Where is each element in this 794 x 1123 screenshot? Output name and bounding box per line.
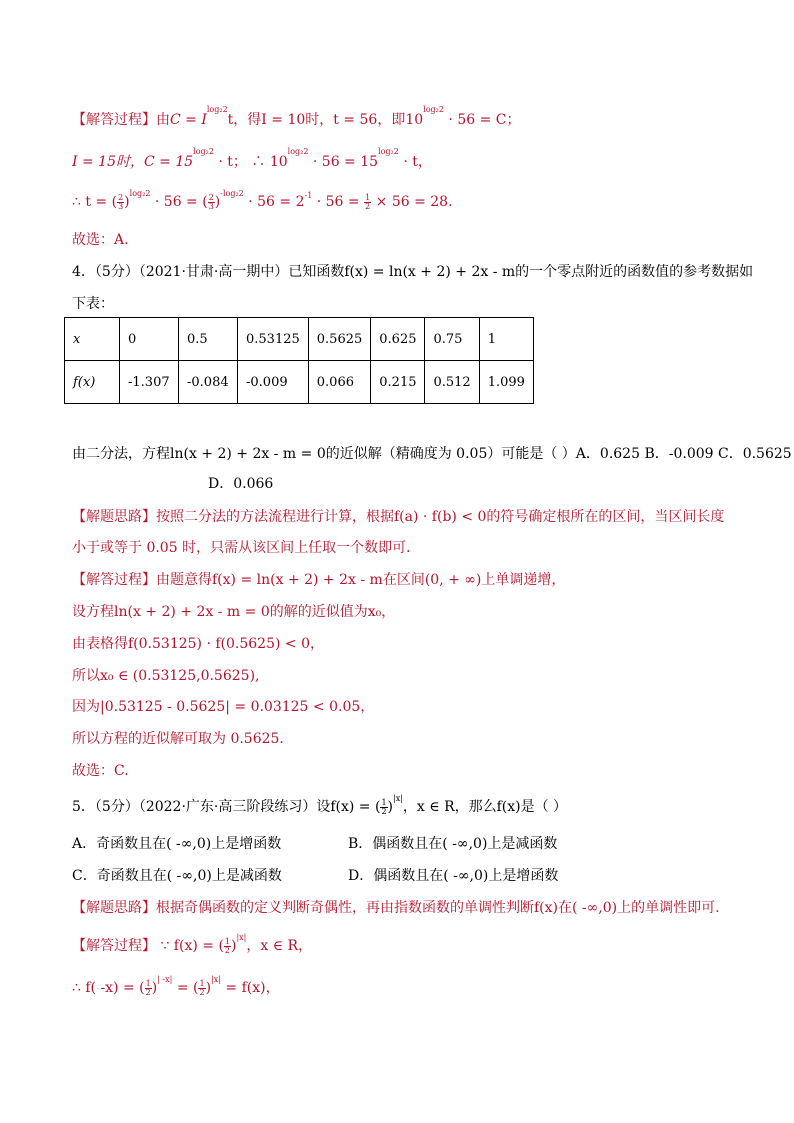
answer-process-line-5: 因为|0.53125 - 0.5625| = 0.03125 < 0.05， xyxy=(72,699,375,715)
answer-process-line-4: 所以x₀ ∈ (0.53125,0.5625), xyxy=(72,668,260,684)
answer-process-line-1: 【解答过程】由题意得f(x) = ln(x + 2) + 2x - m在区间(0, + ∞)上单调递增， xyxy=(72,572,566,588)
answer-process-line-1: 【解答过程】 ∵ f(x) = ( $\frac{1}{2}$ )$^{|x|}$，x ∈ R， xyxy=(72,933,313,955)
solution-idea-line-2: 小于或等于 0.05 时，只需从该区间上任取一个数即可． xyxy=(72,540,421,556)
option-d: D．0.066 xyxy=(208,476,274,492)
table-row: f(x) -1.307 -0.084 -0.009 0.066 0.215 0.512 1.099 xyxy=(65,361,534,404)
option-a: A．奇函数且在( -∞,0)上是增函数 xyxy=(72,836,282,852)
option-d: D．偶函数且在( -∞,0)上是增函数 xyxy=(348,868,559,884)
fraction: $\frac{2}{3}$ xyxy=(118,192,124,211)
answer-process-line-2: ∴ f( -x) = ( $\frac{1}{2}$ )$^{| -x|}$ = ( $\frac{1}{2}$ )$^{|x|}$ = f(x)， xyxy=(72,975,280,997)
answer-process-line-2: 设方程ln(x + 2) + 2x - m = 0的解的近似值为x₀， xyxy=(72,604,396,620)
question-4-stem-cont: 下表： xyxy=(72,296,114,312)
choice-line: 故选：C. xyxy=(72,763,129,779)
solution-line-2: I = 15时，$C = 15^{log_22} \cdot t$； ∴ $10^{log_22} \cdot 56 = 15^{log_22} \cdot t$， xyxy=(72,147,432,170)
answer-process-label: 【解答过程】 xyxy=(72,112,156,128)
table-row: x 0 0.5 0.53125 0.5625 0.625 0.75 1 xyxy=(65,318,534,361)
question-4-stem: 4．（5分）（2021·甘肃·高一期中）已知函数f(x) = ln(x + 2) + 2x - m的一个零点附近的函数值的参考数据如 xyxy=(72,264,754,280)
choice-line: 故选：A. xyxy=(72,232,129,248)
answer-process-line-3: 由表格得f(0.53125) · f(0.5625) < 0， xyxy=(72,636,324,652)
solution-line-1: 【解答过程】由$C = I^{log_22}t$，得I = 10时，t = 56，即$10^{log_22} \cdot 56 = C$； xyxy=(72,105,521,128)
question-5-stem: 5．（5分）（2022·广东·高三阶段练习）设f(x) = ( $\frac{1}{2}$ )$^{|x|}$，x ∈ R，那么f(x)是（ ） xyxy=(72,794,568,816)
solution-idea-line-1: 【解题思路】按照二分法的方法流程进行计算，根据f(a) · f(b) < 0的符号确定根所在的区间，当区间长度 xyxy=(72,509,725,525)
solution-idea-line: 【解题思路】根据奇偶函数的定义判断奇偶性，再由指数函数的单调性判断f(x)在( -∞,0)上的单调性即可. xyxy=(72,900,720,916)
question-4-question: 由二分法，方程ln(x + 2) + 2x - m = 0的近似解（精确度为 0.05）可能是（ ）A．0.625 B．-0.009 C．0.5625 xyxy=(72,446,792,462)
solution-line-3: ∴ t = ( $\frac{2}{3}$ )$^{log_22}$ · 56 = ( $\frac{2}{3}$ )$^{-log_22} \cdot 56 = 2^{-1} \cdot 56$ = $\frac{1}{2}$ × 56 = 28. xyxy=(72,189,453,211)
option-c: C．奇函数且在( -∞,0)上是减函数 xyxy=(72,868,282,884)
option-b: B．偶函数且在( -∞,0)上是减函数 xyxy=(348,836,558,852)
answer-process-line-6: 所以方程的近似解可取为 0.5625． xyxy=(72,731,294,747)
data-table xyxy=(64,317,534,404)
